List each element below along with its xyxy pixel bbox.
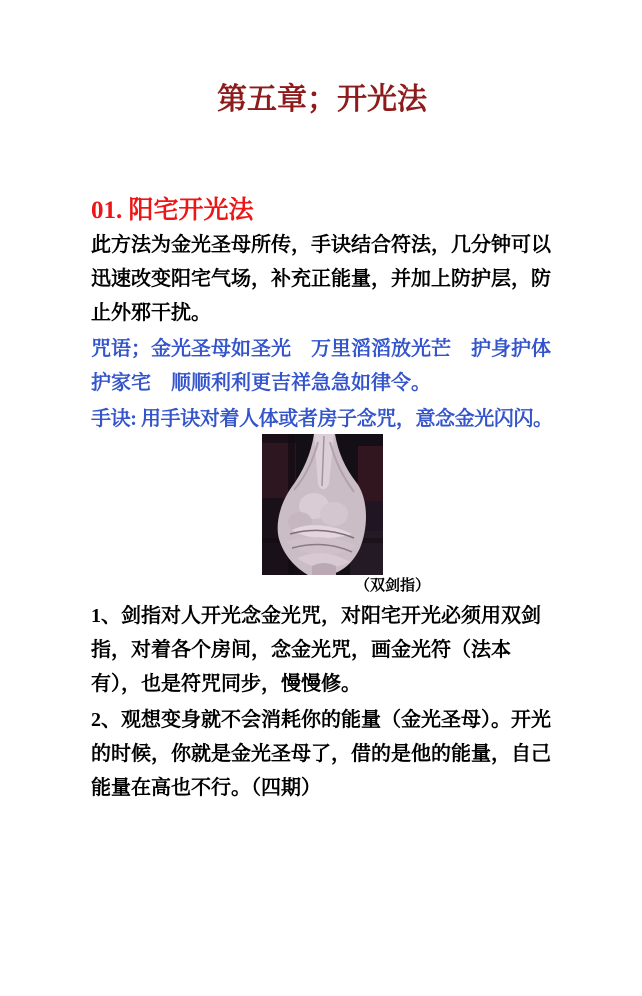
mudra-instruction-line: 手诀: 用手诀对着人体或者房子念咒，意念金光闪闪。 [91,408,553,430]
double-sword-finger-mudra-photo [262,434,383,575]
mantra-line: 咒语；金光圣母如圣光 万里滔滔放光芒 护身护体护家宅 顺顺利利更吉祥急急如律令。 [91,338,551,394]
intro-paragraph: 此方法为金光圣母所传，手诀结合符法，几分钟可以迅速改变阳宅气场，补充正能量，并加上防护层，防止外邪干扰。 [91,234,551,324]
photo-caption: （双剑指） [355,578,431,594]
step-paragraph-1: 1、剑指对人开光念金光咒，对阳宅开光必须用双剑指，对着各个房间，念金光咒，画金光符（法本有），也是符咒同步，慢慢修。 [91,605,541,695]
chapter-title: 第五章；开光法 [217,83,427,116]
step-paragraph-2: 2、观想变身就不会消耗你的能量（金光圣母）。开光的时候，你就是金光圣母了，借的是他的能量，自己能量在高也不行。（四期） [91,709,551,799]
section-heading: 01. 阳宅开光法 [91,197,254,224]
document-page [0,82,642,996]
photo-row [91,434,553,575]
